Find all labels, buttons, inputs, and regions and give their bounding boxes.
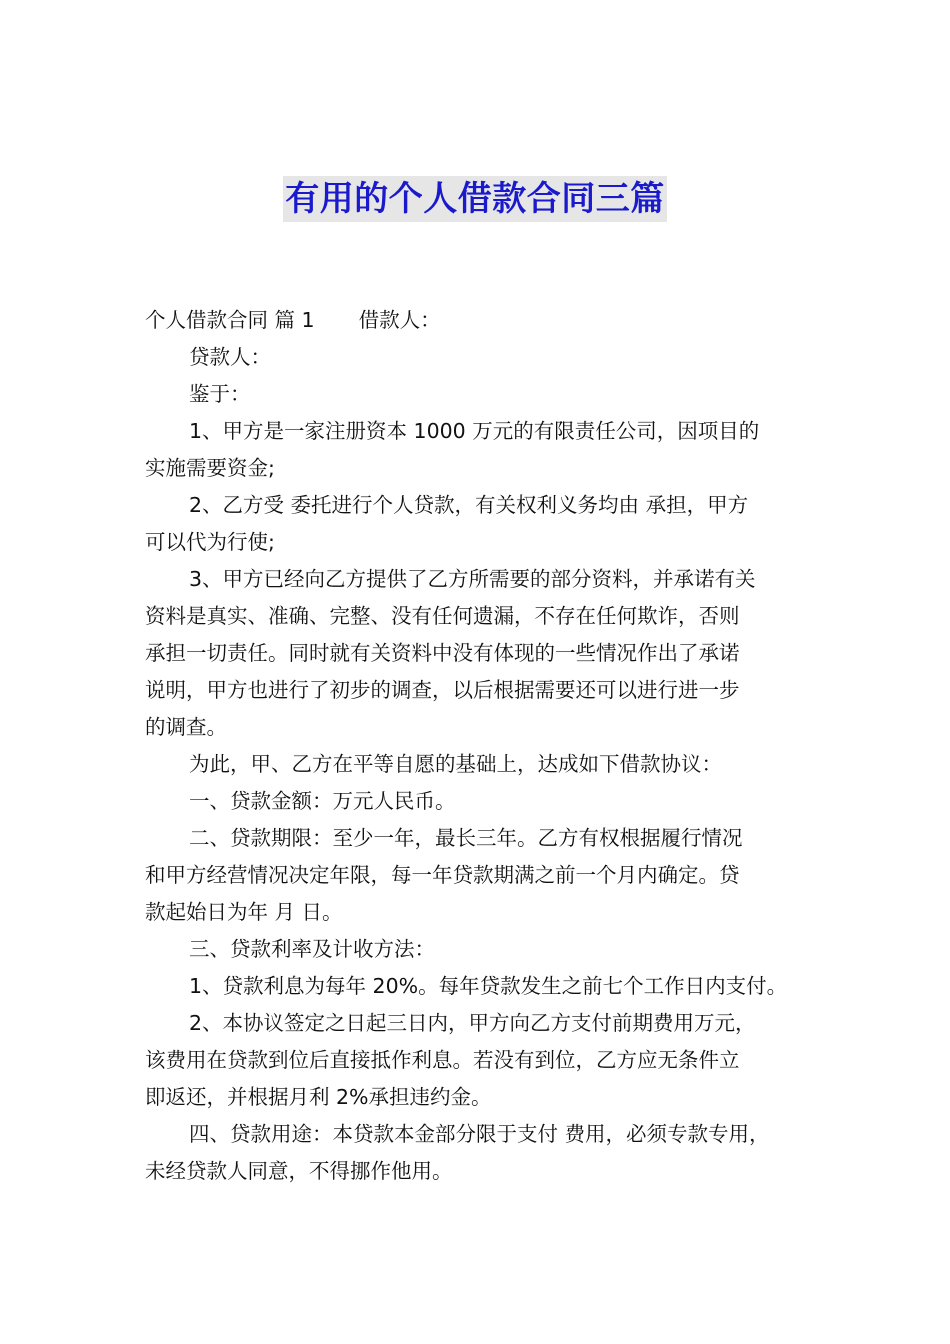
line-14: 一、贷款金额：万元人民币。 — [189, 789, 456, 813]
line-16: 和甲方经营情况决定年限，每一年贷款期满之前一个月内确定。贷 — [145, 863, 740, 887]
line-2: 贷款人： — [189, 345, 271, 369]
borrower-label: 借款人： — [358, 308, 441, 332]
line-6: 2、乙方受 委托进行个人贷款，有关权利义务均由 承担，甲方 — [189, 493, 749, 517]
line-19: 1、贷款利息为每年 20%。每年贷款发生之前七个工作日内支付。 — [189, 974, 788, 998]
line-4: 1、甲方是一家注册资本 1000 万元的有限责任公司，因项目的 — [189, 419, 760, 443]
line-15: 二、贷款期限：至少一年，最长三年。乙方有权根据履行情况 — [189, 826, 743, 850]
line-10: 承担一切责任。同时就有关资料中没有体现的一些情况作出了承诺 — [145, 641, 740, 665]
line-18: 三、贷款利率及计收方法： — [189, 937, 435, 961]
document-body — [145, 302, 813, 1190]
line-1 — [145, 302, 813, 339]
line-22: 即返还，并根据月利 2%承担违约金。 — [145, 1085, 492, 1109]
line-9: 资料是真实、准确、完整、没有任何遗漏，不存在任何欺诈，否则 — [145, 604, 740, 628]
line-12: 的调查。 — [145, 715, 227, 739]
line-17: 款起始日为年 月 日。 — [145, 900, 343, 924]
document-title-text: 有用的个人借款合同三篇 — [283, 176, 667, 222]
line-24: 未经贷款人同意，不得挪作他用。 — [145, 1159, 453, 1183]
line-8: 3、甲方已经向乙方提供了乙方所需要的部分资料，并承诺有关 — [189, 567, 756, 591]
contract-heading: 个人借款合同 篇 1 — [145, 308, 315, 332]
line-7: 可以代为行使; — [145, 530, 275, 554]
line-3: 鉴于： — [189, 382, 251, 406]
line-21: 该费用在贷款到位后直接抵作利息。若没有到位，乙方应无条件立 — [145, 1048, 740, 1072]
line-20: 2、本协议签定之日起三日内，甲方向乙方支付前期费用万元， — [189, 1011, 756, 1035]
line-5: 实施需要资金; — [145, 456, 275, 480]
line-13: 为此，甲、乙方在平等自愿的基础上，达成如下借款协议： — [189, 752, 722, 776]
line-11: 说明，甲方也进行了初步的调查，以后根据需要还可以进行进一步 — [145, 678, 740, 702]
document-title — [0, 176, 950, 222]
line-23: 四、贷款用途：本贷款本金部分限于支付 费用，必须专款专用， — [189, 1122, 770, 1146]
